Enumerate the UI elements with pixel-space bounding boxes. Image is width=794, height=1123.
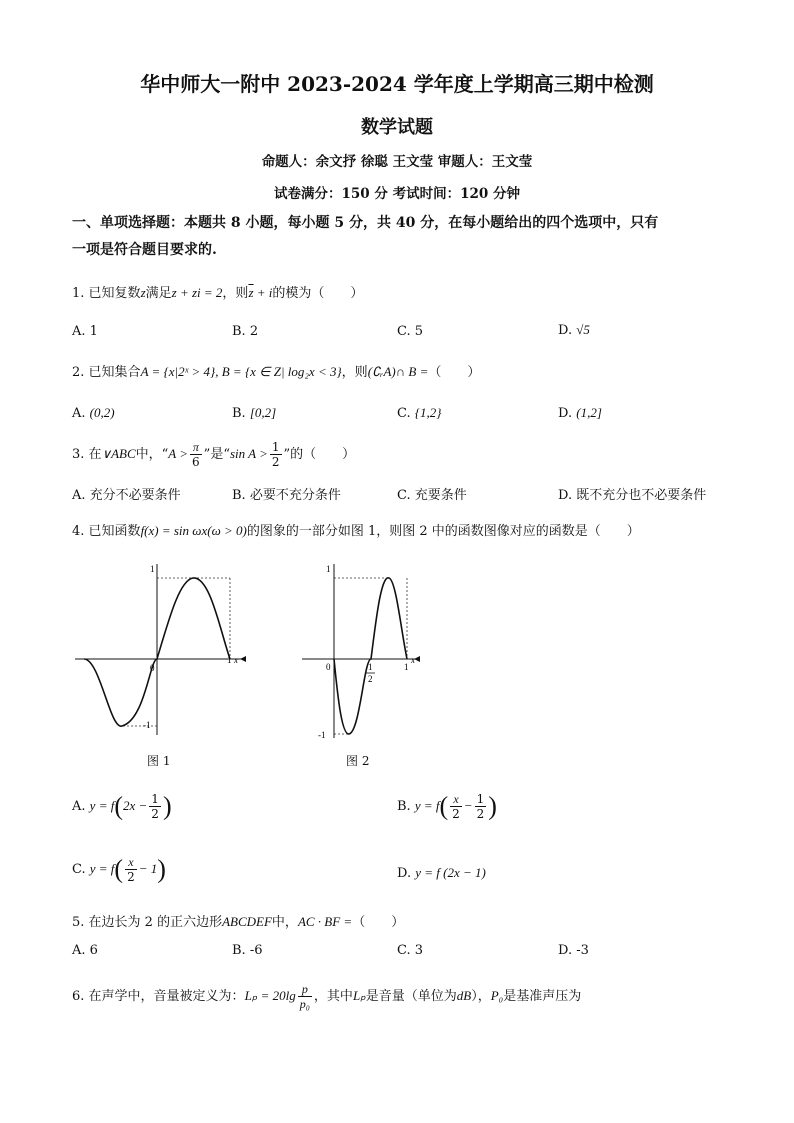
q6-lp: Lₚ (352, 988, 366, 1003)
q2-expr: (∁ᵣA)∩ B = (367, 364, 429, 379)
q3-text-4: ”的（ ） (283, 447, 356, 462)
q3-text-3: ”是“ (203, 447, 230, 462)
q4-option-d (397, 865, 486, 881)
q2-option-d-value: (1,2] (576, 405, 602, 420)
q3-option-b: B. 必要不充分条件 (232, 488, 341, 503)
q2-option-b (232, 405, 276, 421)
q5-hexagon: ABCDEF (222, 914, 272, 929)
q4-option-c-pre: y = f (89, 861, 115, 876)
q5-option-c: C. 3 (397, 943, 424, 958)
figure-2-caption: 图 2 (346, 754, 370, 768)
q2-option-c-label: C. (397, 406, 411, 421)
fig2-x-label: x (411, 655, 415, 665)
q4-option-d-expr: y = f (2x − 1) (415, 865, 486, 880)
q4-option-c-frac (125, 855, 137, 884)
q2-set-a: A = {x|2ˣ > 4} (140, 364, 216, 379)
question-2 (72, 361, 480, 380)
q2-option-c-value: {1,2} (414, 405, 442, 420)
figure-2 (296, 560, 426, 740)
q4-option-c-label: C. (72, 862, 86, 877)
q4-function: f(x) = sin ωx(ω > 0) (140, 523, 247, 538)
q4-option-b-rparen: ) (488, 791, 497, 821)
q1-expr: + i (253, 285, 273, 300)
q4-option-b (397, 792, 497, 821)
q3-triangle: ∨ABC (101, 446, 136, 461)
q6-lp-formula: Lₚ = 20lg (244, 988, 296, 1003)
q4-option-b-minus: − (463, 798, 473, 813)
q4-option-b-pre: y = f (414, 798, 440, 813)
q6-text-4: ）， (471, 989, 491, 1004)
q1-z: z (140, 285, 146, 300)
q1-text-4: 的模为（ ） (272, 286, 364, 301)
q4-option-b-frac1 (450, 792, 462, 821)
q2-option-d (558, 405, 602, 421)
q3-half-den: 2 (271, 455, 280, 469)
q4-option-b-frac2 (475, 792, 487, 821)
q6-frac-den: p₀ (299, 997, 310, 1011)
q2-option-b-value: [0,2] (249, 405, 277, 420)
fig2-mid-den: 2 (368, 674, 373, 684)
q4-option-c-den: 2 (127, 870, 135, 884)
q2-option-d-label: D. (558, 406, 573, 421)
q3-half-frac (270, 440, 282, 469)
q3-option-d: D. 既不充分也不必要条件 (558, 488, 707, 503)
question-6 (72, 982, 581, 1011)
q3-a-gt: A > (168, 446, 189, 461)
q1-conjugate: $\overline{z}$ (248, 285, 254, 300)
q5-number: 5. (72, 915, 85, 930)
fig1-x-tick: 1 (227, 655, 232, 665)
q5-option-a: A. 6 (72, 943, 98, 958)
q2-option-a-value: (0,2) (89, 405, 115, 420)
q4-option-a (72, 792, 172, 821)
q4-option-b-lparen: ( (439, 791, 449, 821)
q6-text-3: 是音量（单位为 (365, 989, 457, 1004)
q2-option-a (72, 405, 115, 421)
fig2-y-bot: -1 (318, 730, 326, 740)
q6-frac-num: p (298, 982, 312, 997)
q6-text-1: 在声学中，音量被定义为： (88, 989, 245, 1004)
exam-title: 华中师大一附中 2023-2024 学年度上学期高三期中检测 (140, 72, 654, 96)
q5-text-2: 中， (271, 915, 298, 930)
q4-text-1: 已知函数 (88, 524, 141, 539)
fig2-x-tick: 1 (404, 662, 409, 672)
q2-text-1: 已知集合 (88, 365, 141, 380)
figure-1 (70, 560, 250, 740)
q4-option-b-num2: 1 (476, 792, 485, 806)
section-heading-line2: 一项是符合题目要求的. (72, 242, 217, 258)
q6-text-2: ，其中 (313, 989, 353, 1004)
q3-text-2: 中，“ (135, 447, 169, 462)
q4-option-b-num1: x (450, 792, 462, 807)
q1-option-b: B. 2 (232, 324, 259, 339)
fig2-y-top: 1 (326, 564, 331, 574)
q1-number: 1. (72, 286, 85, 301)
q4-option-a-rparen: ) (162, 791, 172, 821)
fig2-curve (334, 578, 407, 734)
q5-option-d: D. -3 (558, 943, 589, 958)
figure-1-caption: 图 1 (147, 754, 171, 768)
q3-pi-num: π (190, 440, 202, 455)
q1-text-3: ，则 (222, 286, 249, 301)
q3-pi-frac (190, 440, 202, 469)
q2-text-3: （ ） (428, 365, 481, 380)
q3-text-1: 在 (88, 447, 102, 462)
q2-set-b: , B = {x ∈ Z| log₂x < 3} (215, 364, 342, 379)
q3-sin: sin A > (229, 446, 268, 461)
q4-option-a-label: A. (72, 799, 86, 814)
q4-option-c-rparen: ) (157, 854, 166, 884)
q3-option-a: A. 充分不必要条件 (72, 488, 181, 503)
q1-equation: z + zi = 2 (171, 285, 223, 300)
q4-option-a-den: 2 (151, 807, 159, 821)
q4-option-b-den1: 2 (452, 807, 460, 821)
fig2-origin: 0 (326, 662, 331, 672)
q3-pi-den: 6 (192, 455, 200, 469)
q6-unit: dB (456, 988, 472, 1003)
exam-authors: 命题人：余文抒 徐聪 王文莹 审题人：王文莹 (261, 154, 533, 170)
q2-number: 2. (72, 365, 85, 380)
q1-option-c: C. 5 (397, 324, 424, 339)
q5-option-b: B. -6 (232, 943, 263, 958)
fig1-x-label: x (234, 655, 238, 665)
q1-option-d (558, 322, 590, 338)
q5-text-1: 在边长为 2 的正六边形 (88, 915, 223, 930)
fig1-y-bot: -1 (143, 720, 151, 730)
q1-option-d-value: √5 (576, 322, 590, 337)
q4-option-c-lparen: ( (114, 854, 124, 884)
q5-text-3: （ ） (352, 915, 405, 930)
section-heading-line1: 一、单项选择题：本题共 8 小题，每小题 5 分，共 40 分，在每小题给出的四个选项中，只有 (72, 215, 659, 231)
q6-frac (298, 982, 312, 1011)
fig1-y-top: 1 (150, 564, 155, 574)
q4-option-d-label: D. (397, 866, 412, 881)
q4-option-a-num: 1 (151, 792, 159, 806)
q4-option-a-lparen: ( (114, 791, 123, 821)
q4-option-c (72, 855, 166, 884)
q4-number: 4. (72, 524, 85, 539)
question-3 (72, 440, 355, 469)
q3-option-c: C. 充要条件 (397, 488, 467, 503)
q3-number: 3. (72, 447, 85, 462)
fig1-x-arrow (240, 656, 246, 662)
fig1-origin: 0 (150, 663, 155, 673)
exam-subtitle: 数学试题 (361, 117, 433, 138)
q4-option-b-den2: 2 (476, 807, 485, 821)
q2-text-2: ，则 (341, 365, 368, 380)
q6-p0: P₀ (490, 988, 504, 1003)
question-1 (72, 282, 363, 301)
q1-option-d-label: D. (558, 323, 577, 338)
q4-text-2: 的图象的一部分如图 1，则图 2 中的函数图像对应的函数是（ ） (246, 524, 640, 539)
question-5 (72, 911, 404, 930)
q5-vector-expr: AC · BF = (297, 914, 353, 929)
q6-text-5: 是基准声压为 (503, 989, 582, 1004)
q4-option-c-post: − 1 (138, 861, 158, 876)
question-4 (72, 520, 640, 539)
q4-option-c-num: x (125, 855, 137, 870)
exam-meta: 试卷满分：150 分 考试时间：120 分钟 (274, 186, 520, 202)
fig2-mid-num: 1 (368, 662, 373, 672)
q2-option-b-label: B. (232, 406, 246, 421)
q2-option-c (397, 405, 441, 421)
q1-option-a: A. 1 (72, 324, 98, 339)
q3-half-num: 1 (271, 440, 280, 454)
q4-option-a-frac (149, 792, 161, 821)
q2-option-a-label: A. (72, 406, 86, 421)
q6-number: 6. (72, 989, 85, 1004)
q4-option-a-inner: 2x − (123, 798, 148, 813)
q4-option-a-pre: y = f (89, 798, 115, 813)
section-heading (72, 210, 732, 264)
q1-text-1: 已知复数 (88, 286, 141, 301)
q4-option-b-label: B. (397, 799, 411, 814)
q1-text-2: 满足 (145, 286, 172, 301)
